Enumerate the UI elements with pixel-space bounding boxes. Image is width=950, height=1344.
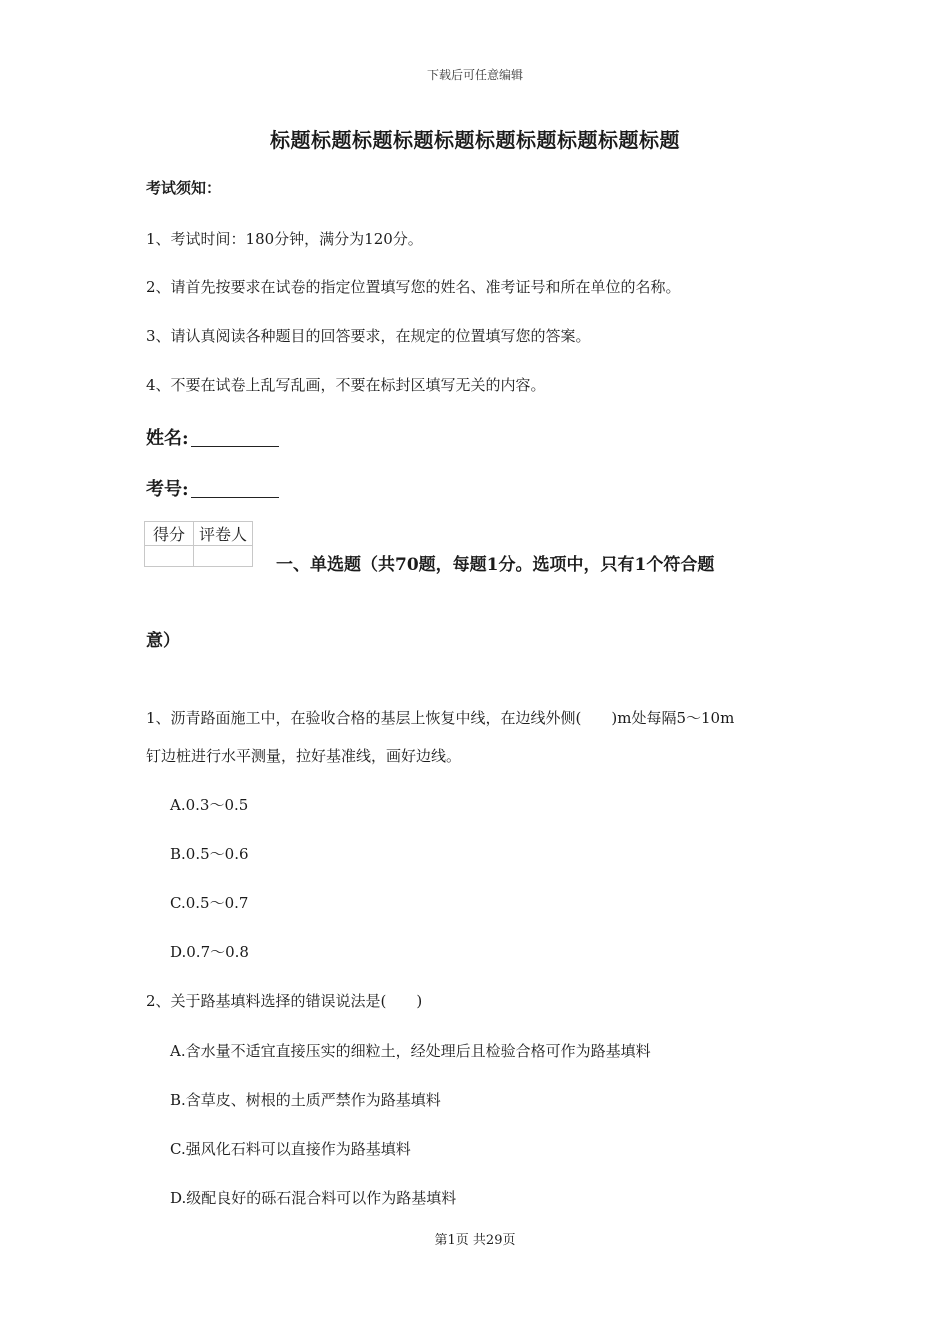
page-footer: 第1页 共29页 — [434, 1233, 516, 1248]
section-title-continuation: 意） — [146, 631, 180, 651]
option-b: B.0.5～0.6 — [170, 845, 249, 863]
grader-header: 评卷人 — [194, 522, 253, 546]
option-d: D.级配良好的砾石混合料可以作为路基填料 — [170, 1189, 457, 1207]
exam-number-blank-line[interactable] — [191, 479, 279, 498]
header-note: 下载后可任意编辑 — [426, 68, 523, 82]
notice-item: 4、不要在试卷上乱写乱画，不要在标封区填写无关的内容。 — [146, 376, 546, 394]
notice-heading: 考试须知： — [146, 179, 222, 197]
score-table — [144, 521, 253, 567]
question-stem: 2、关于路基填料选择的错误说法是( ) — [146, 992, 423, 1010]
option-c: C.强风化石料可以直接作为路基填料 — [170, 1140, 411, 1158]
score-table-entry-row — [145, 546, 253, 567]
exam-number-label: 考号: — [146, 479, 189, 500]
notice-item: 1、考试时间：180分钟，满分为120分。 — [146, 230, 423, 248]
question-stem-continuation: 钉边桩进行水平测量，拉好基准线，画好边线。 — [146, 747, 462, 765]
name-field — [146, 424, 279, 450]
option-b: B.含草皮、树根的土质严禁作为路基填料 — [170, 1091, 441, 1109]
notice-item: 2、请首先按要求在试卷的指定位置填写您的姓名、准考证号和所在单位的名称。 — [146, 278, 681, 296]
score-table-header-row — [145, 522, 253, 546]
option-a: A.含水量不适宜直接压实的细粒土，经处理后且检验合格可作为路基填料 — [170, 1042, 651, 1060]
option-a: A.0.3～0.5 — [170, 796, 249, 814]
score-header: 得分 — [145, 522, 194, 546]
name-blank-line[interactable] — [191, 428, 279, 447]
document-title: 标题标题标题标题标题标题标题标题标题标题 — [270, 128, 680, 152]
question-stem: 1、沥青路面施工中，在验收合格的基层上恢复中线，在边线外侧( )m处每隔5～10m — [146, 709, 735, 727]
exam-number-field — [146, 475, 279, 501]
score-cell[interactable] — [145, 546, 194, 567]
grader-cell[interactable] — [194, 546, 253, 567]
notice-item: 3、请认真阅读各种题目的回答要求，在规定的位置填写您的答案。 — [146, 327, 591, 345]
option-d: D.0.7～0.8 — [170, 943, 249, 961]
section-title: 一、单选题（共70题，每题1分。选项中，只有1个符合题 — [276, 555, 715, 575]
option-c: C.0.5～0.7 — [170, 894, 249, 912]
name-label: 姓名: — [146, 428, 189, 449]
